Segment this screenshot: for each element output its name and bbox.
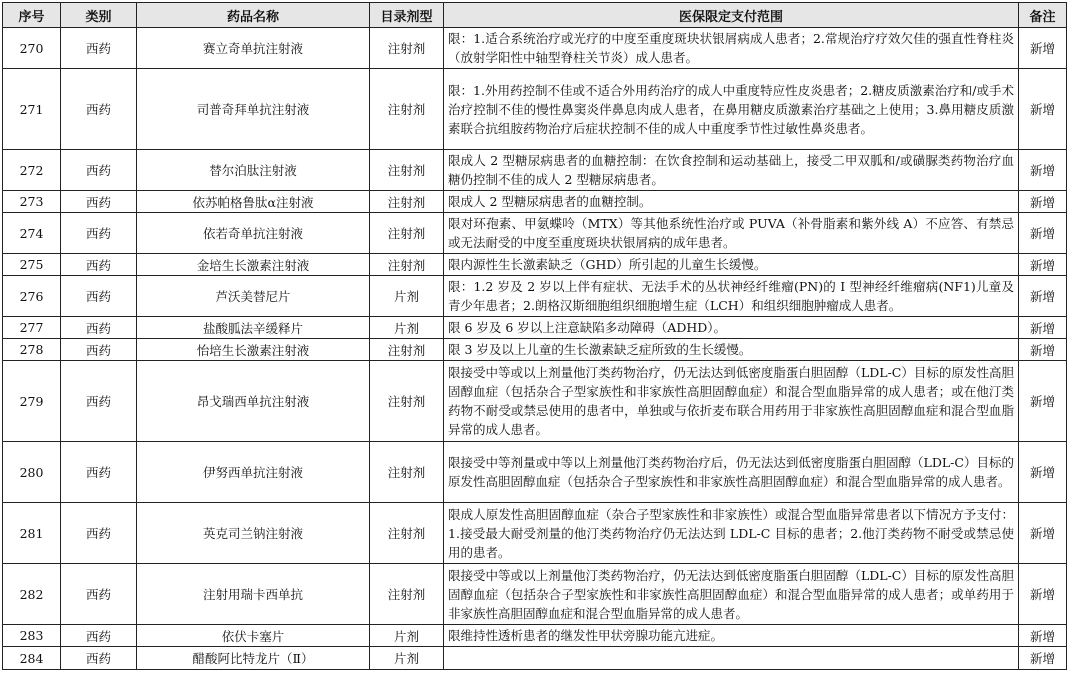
cell-category: 西药 — [61, 442, 137, 503]
table-row — [3, 361, 1067, 442]
cell-dosage-form: 注射剂 — [370, 339, 444, 361]
cell-drug-name: 司普奇拜单抗注射液 — [137, 69, 370, 150]
table-row — [3, 150, 1067, 191]
cell-remark: 新增 — [1019, 317, 1067, 339]
table-row — [3, 317, 1067, 339]
cell-dosage-form: 注射剂 — [370, 361, 444, 442]
cell-drug-name: 英克司兰钠注射液 — [137, 503, 370, 564]
cell-category: 西药 — [61, 361, 137, 442]
cell-seq: 277 — [3, 317, 61, 339]
cell-category: 西药 — [61, 213, 137, 254]
table-row — [3, 625, 1067, 647]
cell-drug-name: 注射用瑞卡西单抗 — [137, 564, 370, 625]
cell-payment-scope: 限 3 岁及以上儿童的生长激素缺乏症所致的生长缓慢。 — [444, 339, 1019, 361]
cell-dosage-form: 注射剂 — [370, 28, 444, 69]
cell-category: 西药 — [61, 254, 137, 276]
cell-dosage-form: 注射剂 — [370, 564, 444, 625]
cell-payment-scope: 限接受中等剂量或中等以上剂量他汀类药物治疗后，仍无法达到低密度脂蛋白胆固醇（LDL-C）目标的原发性高胆固醇血症（包括杂合子型家族性和非家族性高胆固醇血症）和混合型血脂异常的成人患者。 — [444, 442, 1019, 503]
cell-payment-scope: 限：1.适合系统治疗或光疗的中度至重度斑块状银屑病成人患者；2.常规治疗疗效欠佳的强直性脊柱炎（放射学阳性中轴型脊柱关节炎）成人患者。 — [444, 28, 1019, 69]
cell-dosage-form: 注射剂 — [370, 503, 444, 564]
table-row — [3, 442, 1067, 503]
cell-dosage-form: 片剂 — [370, 625, 444, 647]
cell-drug-name: 伊努西单抗注射液 — [137, 442, 370, 503]
header-payment-scope: 医保限定支付范围 — [444, 3, 1019, 28]
cell-seq: 281 — [3, 503, 61, 564]
cell-remark: 新增 — [1019, 254, 1067, 276]
cell-dosage-form: 片剂 — [370, 276, 444, 317]
cell-drug-name: 芦沃美替尼片 — [137, 276, 370, 317]
cell-remark: 新增 — [1019, 442, 1067, 503]
header-drug-name: 药品名称 — [137, 3, 370, 28]
cell-drug-name: 醋酸阿比特龙片（Ⅱ） — [137, 647, 370, 670]
table-row — [3, 191, 1067, 213]
cell-remark: 新增 — [1019, 150, 1067, 191]
cell-dosage-form: 注射剂 — [370, 69, 444, 150]
cell-seq: 280 — [3, 442, 61, 503]
cell-seq: 276 — [3, 276, 61, 317]
header-category: 类别 — [61, 3, 137, 28]
cell-remark: 新增 — [1019, 625, 1067, 647]
cell-payment-scope: 限 6 岁及 6 岁以上注意缺陷多动障碍（ADHD）。 — [444, 317, 1019, 339]
cell-remark: 新增 — [1019, 564, 1067, 625]
cell-seq: 274 — [3, 213, 61, 254]
cell-payment-scope: 限内源性生长激素缺乏（GHD）所引起的儿童生长缓慢。 — [444, 254, 1019, 276]
cell-dosage-form: 片剂 — [370, 647, 444, 670]
drug-catalog-table — [2, 2, 1067, 670]
table-row — [3, 276, 1067, 317]
cell-drug-name: 怡培生长激素注射液 — [137, 339, 370, 361]
cell-remark: 新增 — [1019, 28, 1067, 69]
table-row — [3, 28, 1067, 69]
document-page — [2, 2, 1067, 670]
cell-seq: 272 — [3, 150, 61, 191]
cell-drug-name: 金培生长激素注射液 — [137, 254, 370, 276]
cell-payment-scope: 限：1.外用药控制不佳或不适合外用药治疗的成人中重度特应性皮炎患者；2.糖皮质激素治疗和/或手术治疗控制不佳的慢性鼻窦炎伴鼻息肉成人患者，在鼻用糖皮质激素治疗基础之上使用；3.鼻用糖皮质激素联合抗组胺药物治疗后症状控制不佳的成人中重度季节性过敏性鼻炎患者。 — [444, 69, 1019, 150]
cell-payment-scope: 限对环孢素、甲氨蝶呤（MTX）等其他系统性治疗或 PUVA（补骨脂素和紫外线 A）不应答、有禁忌或无法耐受的中度至重度斑块状银屑病的成年患者。 — [444, 213, 1019, 254]
cell-remark: 新增 — [1019, 213, 1067, 254]
header-seq: 序号 — [3, 3, 61, 28]
cell-seq: 282 — [3, 564, 61, 625]
cell-category: 西药 — [61, 191, 137, 213]
cell-seq: 284 — [3, 647, 61, 670]
cell-category: 西药 — [61, 28, 137, 69]
cell-drug-name: 替尔泊肽注射液 — [137, 150, 370, 191]
cell-payment-scope: 限成人 2 型糖尿病患者的血糖控制。 — [444, 191, 1019, 213]
cell-dosage-form: 注射剂 — [370, 442, 444, 503]
table-row — [3, 503, 1067, 564]
cell-remark: 新增 — [1019, 69, 1067, 150]
cell-drug-name: 依苏帕格鲁肽α注射液 — [137, 191, 370, 213]
cell-drug-name: 赛立奇单抗注射液 — [137, 28, 370, 69]
cell-seq: 270 — [3, 28, 61, 69]
cell-drug-name: 依伏卡塞片 — [137, 625, 370, 647]
cell-payment-scope — [444, 647, 1019, 670]
cell-dosage-form: 片剂 — [370, 317, 444, 339]
cell-seq: 283 — [3, 625, 61, 647]
header-remark: 备注 — [1019, 3, 1067, 28]
cell-category: 西药 — [61, 276, 137, 317]
cell-remark: 新增 — [1019, 647, 1067, 670]
table-row — [3, 647, 1067, 670]
cell-remark: 新增 — [1019, 503, 1067, 564]
cell-category: 西药 — [61, 339, 137, 361]
cell-dosage-form: 注射剂 — [370, 191, 444, 213]
table-header-row — [3, 3, 1067, 28]
cell-remark: 新增 — [1019, 276, 1067, 317]
cell-category: 西药 — [61, 503, 137, 564]
cell-category: 西药 — [61, 150, 137, 191]
cell-drug-name: 昂戈瑞西单抗注射液 — [137, 361, 370, 442]
cell-category: 西药 — [61, 69, 137, 150]
table-row — [3, 69, 1067, 150]
cell-seq: 273 — [3, 191, 61, 213]
cell-seq: 275 — [3, 254, 61, 276]
cell-payment-scope: 限接受中等或以上剂量他汀类药物治疗，仍无法达到低密度脂蛋白胆固醇（LDL-C）目标的原发性高胆固醇血症（包括杂合子型家族性和非家族性高胆固醇血症）和混合型血脂异常的成人患者；或单药用于非家族性高胆固醇血症和混合型血脂异常的成人患者。 — [444, 564, 1019, 625]
cell-category: 西药 — [61, 625, 137, 647]
cell-seq: 271 — [3, 69, 61, 150]
cell-category: 西药 — [61, 317, 137, 339]
cell-seq: 279 — [3, 361, 61, 442]
cell-seq: 278 — [3, 339, 61, 361]
cell-remark: 新增 — [1019, 191, 1067, 213]
cell-remark: 新增 — [1019, 361, 1067, 442]
cell-remark: 新增 — [1019, 339, 1067, 361]
cell-payment-scope: 限成人 2 型糖尿病患者的血糖控制：在饮食控制和运动基础上，接受二甲双胍和/或磺脲类药物治疗血糖仍控制不佳的成人 2 型糖尿病患者。 — [444, 150, 1019, 191]
cell-payment-scope: 限：1.2 岁及 2 岁以上伴有症状、无法手术的丛状神经纤维瘤(PN)的 I 型神经纤维瘤病(NF1)儿童及青少年患者；2.朗格汉斯细胞组织细胞增生症（LCH）和组织细胞肿瘤成人患者。 — [444, 276, 1019, 317]
table-row — [3, 254, 1067, 276]
cell-dosage-form: 注射剂 — [370, 254, 444, 276]
cell-drug-name: 盐酸胍法辛缓释片 — [137, 317, 370, 339]
header-dosage-form: 目录剂型 — [370, 3, 444, 28]
table-row — [3, 564, 1067, 625]
cell-dosage-form: 注射剂 — [370, 213, 444, 254]
cell-drug-name: 依若奇单抗注射液 — [137, 213, 370, 254]
cell-payment-scope: 限成人原发性高胆固醇血症（杂合子型家族性和非家族性）或混合型血脂异常患者以下情况方予支付：1.接受最大耐受剂量的他汀类药物治疗仍无法达到 LDL-C 目标的患者；2.他汀类药物不耐受或禁忌使用的患者。 — [444, 503, 1019, 564]
cell-category: 西药 — [61, 564, 137, 625]
table-row — [3, 339, 1067, 361]
cell-payment-scope: 限维持性透析患者的继发性甲状旁腺功能亢进症。 — [444, 625, 1019, 647]
cell-payment-scope: 限接受中等或以上剂量他汀类药物治疗，仍无法达到低密度脂蛋白胆固醇（LDL-C）目标的原发性高胆固醇血症（包括杂合子型家族性和非家族性高胆固醇血症）和混合型血脂异常的成人患者；或在他汀类药物不耐受或禁忌使用的患者中，单独或与依折麦布联合用药用于非家族性高胆固醇血症和混合型血脂异常的成人患者。 — [444, 361, 1019, 442]
cell-dosage-form: 注射剂 — [370, 150, 444, 191]
cell-category: 西药 — [61, 647, 137, 670]
table-row — [3, 213, 1067, 254]
